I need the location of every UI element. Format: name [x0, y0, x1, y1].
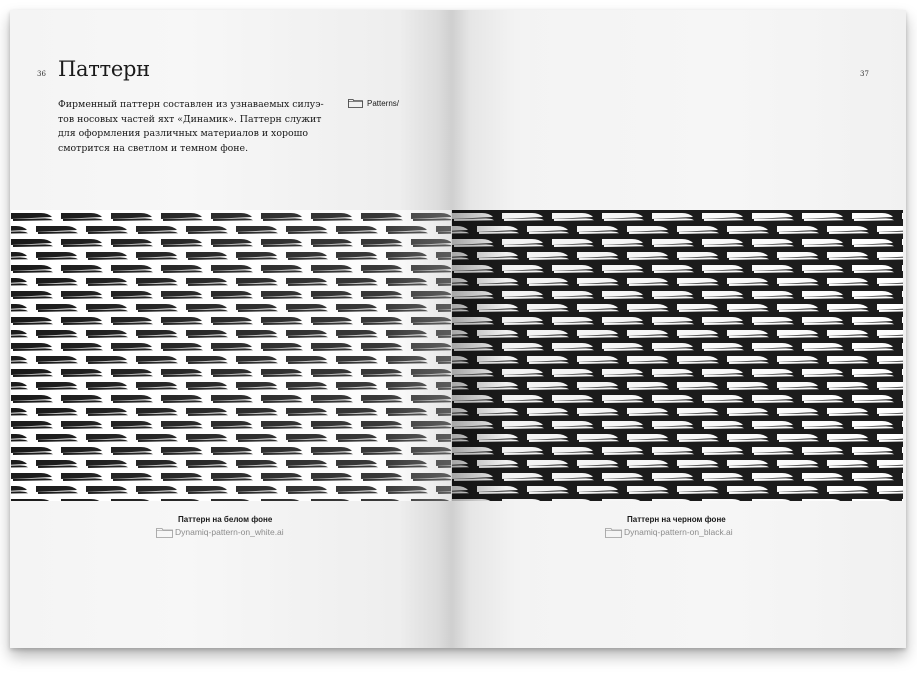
caption-black	[624, 515, 733, 537]
folder-icon	[156, 527, 171, 537]
file-link-white[interactable]	[156, 527, 284, 537]
file-link-black[interactable]	[605, 527, 733, 537]
folder-icon	[348, 98, 363, 108]
intro-paragraph: Фирменный паттерн составлен из узнаваемых силуэ- тов носовых частей яхт «Динамик». Паттерн служит для оформления различных материалов и хорошо смотрится на светлом и темном фоне.	[58, 99, 324, 154]
folder-icon	[605, 527, 620, 537]
file-name-white: Dynamiq-pattern-on_white.ai	[175, 527, 284, 537]
caption-white	[175, 515, 284, 537]
folder-label: Patterns/	[367, 98, 400, 108]
page-number-left: 36	[37, 70, 46, 78]
page-title: Паттерн	[58, 57, 150, 81]
pattern-on-black	[452, 210, 903, 501]
patterns-folder-link[interactable]	[348, 98, 399, 108]
right-page	[452, 10, 906, 648]
file-name-black: Dynamiq-pattern-on_black.ai	[624, 527, 733, 537]
brochure-spread	[10, 10, 906, 648]
caption-black-title: Паттерн на черном фоне	[627, 515, 726, 524]
page-number-right: 37	[860, 70, 869, 78]
caption-white-title: Паттерн на белом фоне	[178, 515, 273, 524]
left-page	[10, 10, 452, 648]
pattern-on-white	[11, 210, 451, 501]
